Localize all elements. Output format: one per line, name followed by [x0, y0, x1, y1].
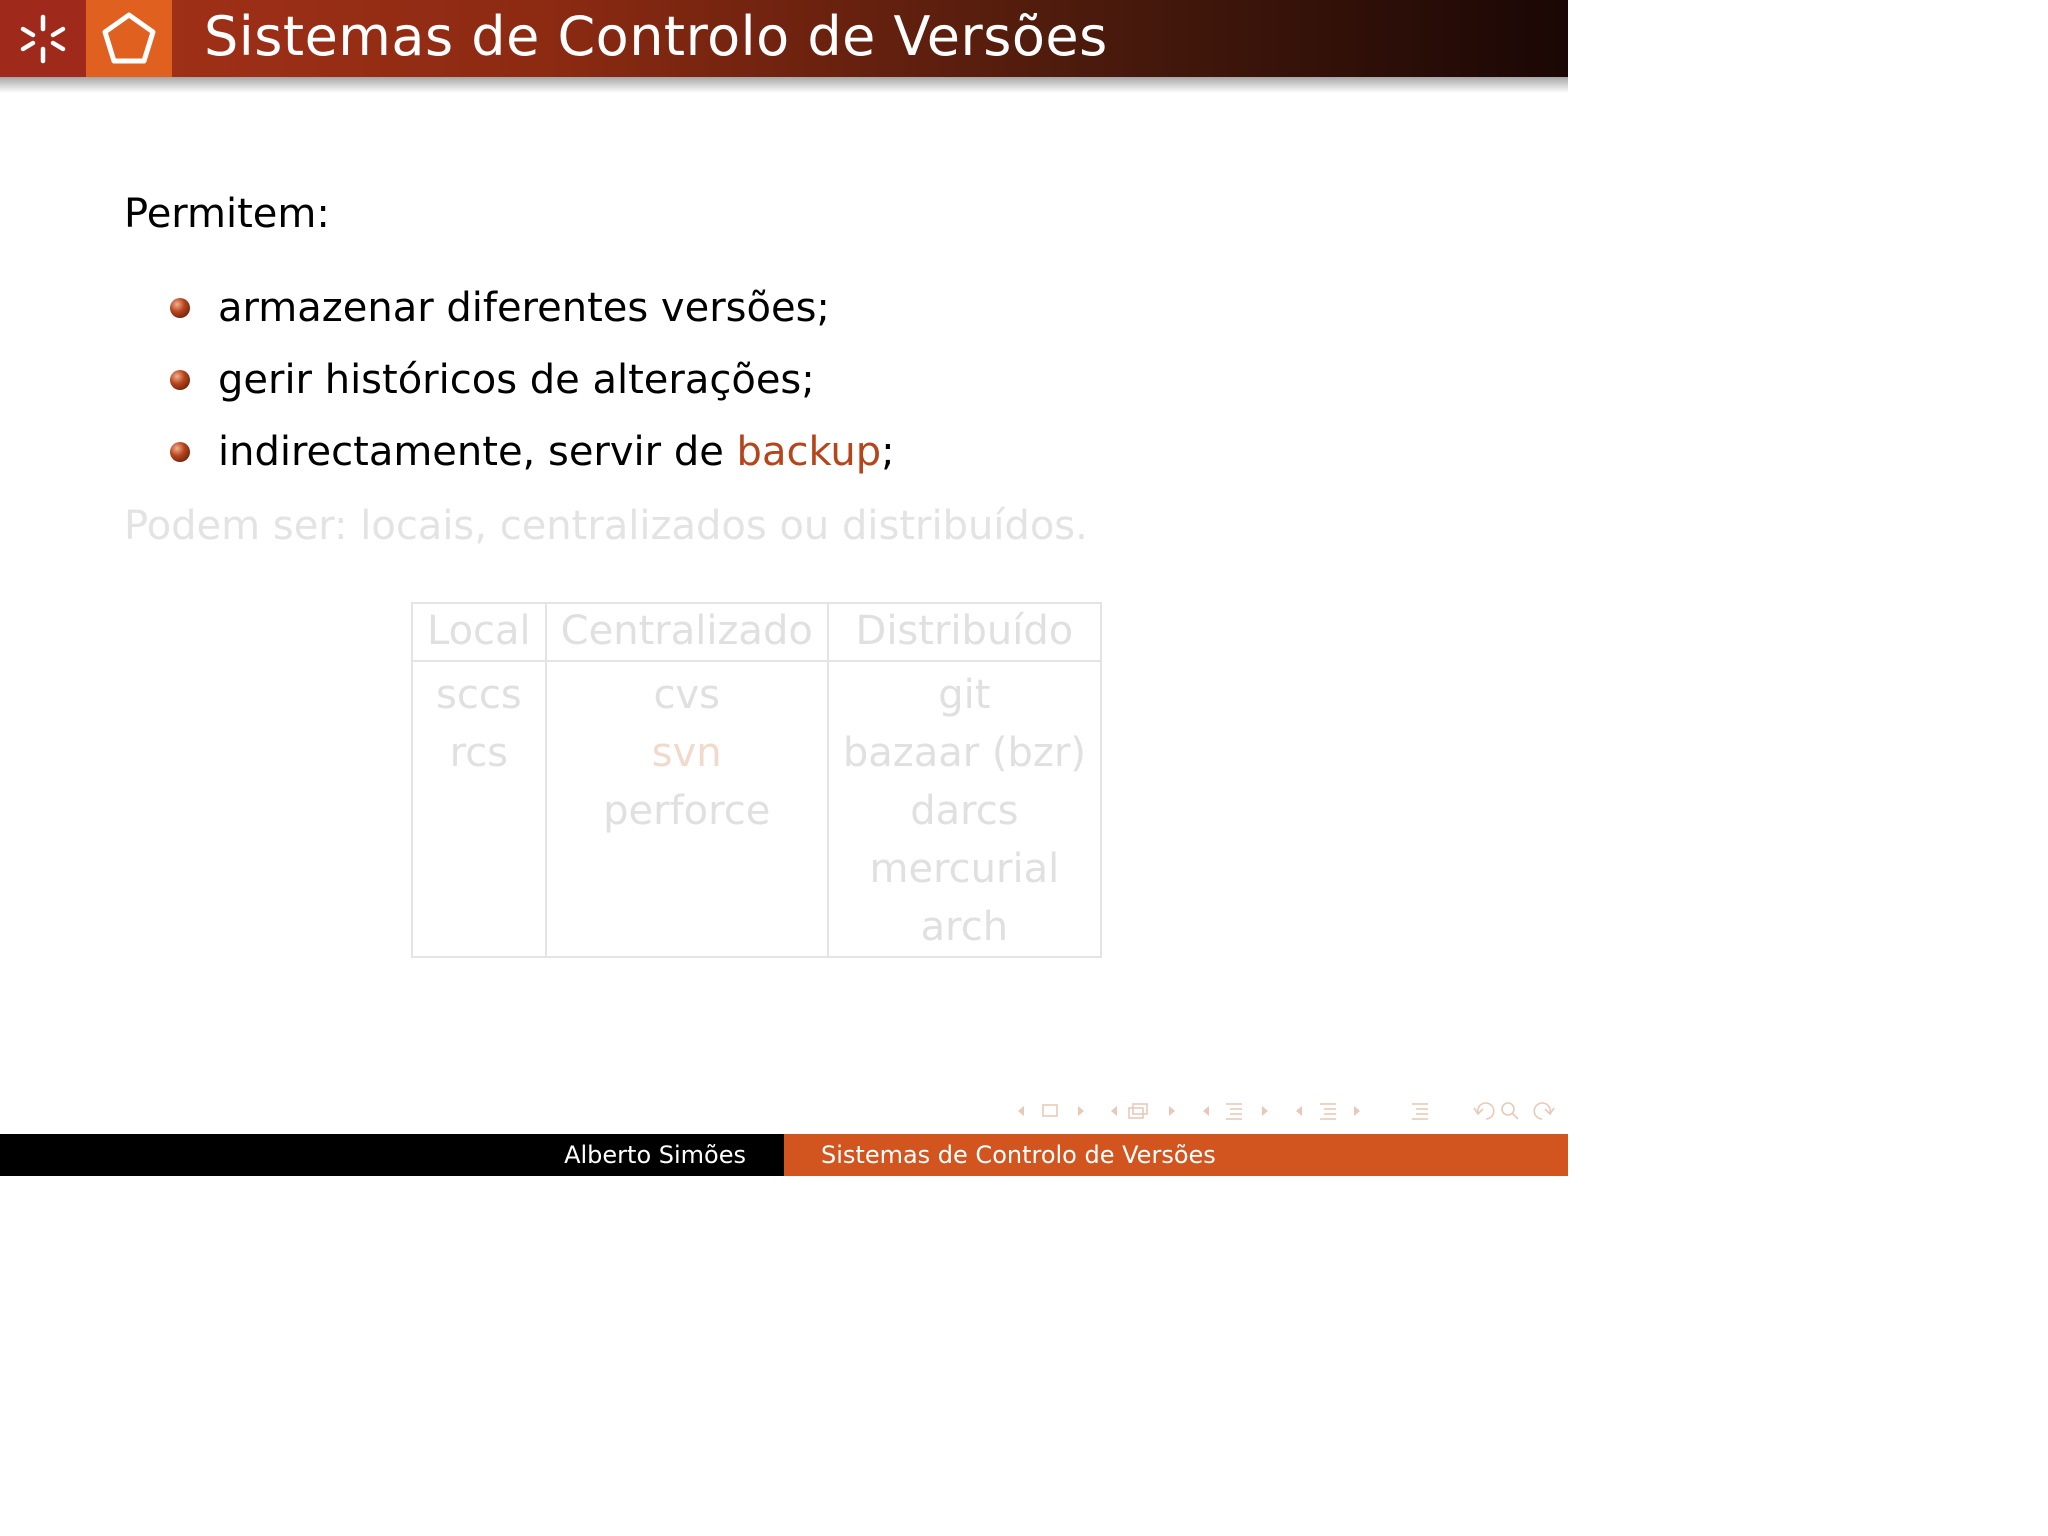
list-item-text: [218, 429, 895, 475]
next-frame-icon[interactable]: [1169, 1106, 1175, 1116]
table-entry: arch: [920, 904, 1009, 950]
navigation-bar: [1012, 1098, 1558, 1124]
footer-title: Sistemas de Controlo de Versões: [784, 1134, 1568, 1176]
ball-bullet-icon: [170, 298, 190, 318]
table-entry: mercurial: [869, 846, 1060, 892]
redo-icon[interactable]: [1534, 1103, 1554, 1119]
next-slide-icon[interactable]: [1078, 1106, 1084, 1116]
slide-icon[interactable]: [1043, 1105, 1057, 1116]
slide-title: Sistemas de Controlo de Versões: [204, 5, 1108, 68]
table-entry: git: [938, 672, 991, 718]
table-entry: rcs: [449, 730, 509, 776]
table-entry: cvs: [653, 672, 720, 718]
search-icon[interactable]: [1502, 1103, 1518, 1119]
school-logo: [86, 0, 172, 77]
list-item: [170, 272, 895, 344]
column-header: Local: [412, 603, 546, 661]
ball-bullet-icon: [170, 370, 190, 390]
asterisk-logo-icon: [15, 11, 71, 67]
table-entry: perforce: [603, 788, 771, 834]
table-cell-distributed: [828, 661, 1101, 957]
table-entry: darcs: [910, 788, 1019, 834]
highlight-word: backup: [736, 429, 882, 475]
list-item-suffix: ;: [881, 429, 895, 475]
subsection-icon[interactable]: [1226, 1104, 1242, 1119]
table-entry: sccs: [436, 672, 522, 718]
list-item: [170, 416, 895, 488]
list-item-prefix: indirectamente, servir de: [218, 429, 737, 475]
table-entry: bazaar (bzr): [842, 730, 1086, 776]
faded-text: Podem ser: locais, centralizados ou distribuídos.: [124, 503, 1088, 549]
table-cell-local: [412, 661, 546, 957]
ball-bullet-icon: [170, 442, 190, 462]
list-item-text: armazenar diferentes versões;: [218, 285, 830, 331]
toc-icon[interactable]: [1412, 1104, 1428, 1119]
list-item: [170, 344, 895, 416]
table-cell-centralized: [546, 661, 828, 957]
undo-icon[interactable]: [1474, 1103, 1494, 1119]
prev-slide-icon[interactable]: [1018, 1106, 1024, 1116]
frame-icon[interactable]: [1129, 1104, 1147, 1118]
prev-section-icon[interactable]: [1296, 1106, 1302, 1116]
column-header: Centralizado: [546, 603, 828, 661]
intro-text: Permitem:: [124, 191, 330, 237]
header-shadow: [0, 77, 1568, 93]
navigation-icons: [1012, 1098, 1558, 1124]
list-item-text: gerir históricos de alterações;: [218, 357, 815, 403]
bullet-list: [170, 272, 895, 488]
footer-bar: [0, 1134, 1568, 1176]
column-header: Distribuído: [828, 603, 1101, 661]
next-section-icon[interactable]: [1354, 1106, 1360, 1116]
pentagon-logo-icon: [100, 10, 158, 68]
footer-author: Alberto Simões: [0, 1134, 784, 1176]
section-icon[interactable]: [1320, 1104, 1336, 1119]
vcs-table: [411, 602, 1102, 958]
university-logo: [0, 0, 86, 77]
prev-subsection-icon[interactable]: [1203, 1106, 1209, 1116]
next-subsection-icon[interactable]: [1262, 1106, 1268, 1116]
prev-frame-icon[interactable]: [1111, 1106, 1117, 1116]
table-entry: svn: [651, 730, 722, 776]
